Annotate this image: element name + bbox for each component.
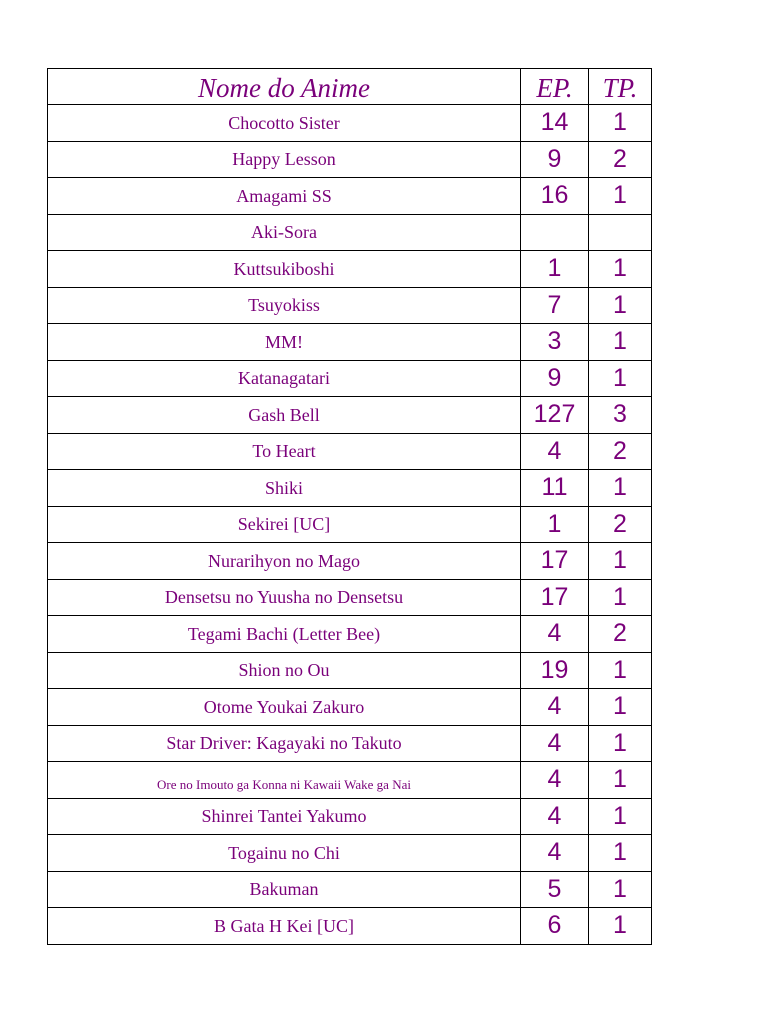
header-anime-name: Nome do Anime xyxy=(48,69,521,105)
header-tp: TP. xyxy=(589,69,652,105)
episode-count-cell: 1 xyxy=(521,506,589,543)
anime-name-cell: Tsuyokiss xyxy=(48,287,521,324)
anime-table xyxy=(47,68,652,945)
anime-name-cell: B Gata H Kei [UC] xyxy=(48,908,521,945)
tp-cell: 1 xyxy=(589,908,652,945)
tp-cell: 2 xyxy=(589,616,652,653)
episode-count-cell: 4 xyxy=(521,762,589,799)
anime-name-cell: Aki-Sora xyxy=(48,214,521,251)
tp-cell xyxy=(589,214,652,251)
table-row xyxy=(48,543,652,580)
episode-count-cell: 16 xyxy=(521,178,589,215)
tp-cell: 1 xyxy=(589,105,652,142)
anime-name-cell: Sekirei [UC] xyxy=(48,506,521,543)
table-row xyxy=(48,287,652,324)
header-episodes: EP. xyxy=(521,69,589,105)
table-row xyxy=(48,251,652,288)
anime-name-cell: Togainu no Chi xyxy=(48,835,521,872)
tp-cell: 1 xyxy=(589,725,652,762)
tp-cell: 1 xyxy=(589,360,652,397)
tp-cell: 2 xyxy=(589,141,652,178)
table-row xyxy=(48,506,652,543)
anime-name-cell: To Heart xyxy=(48,433,521,470)
episode-count-cell: 9 xyxy=(521,141,589,178)
table-row xyxy=(48,725,652,762)
anime-name-cell: Ore no Imouto ga Konna ni Kawaii Wake ga Nai xyxy=(48,762,521,799)
anime-name-cell: Tegami Bachi (Letter Bee) xyxy=(48,616,521,653)
table-row xyxy=(48,689,652,726)
table-row xyxy=(48,324,652,361)
tp-cell: 1 xyxy=(589,287,652,324)
tp-cell: 1 xyxy=(589,470,652,507)
episode-count-cell: 17 xyxy=(521,579,589,616)
table-row xyxy=(48,616,652,653)
episode-count-cell: 127 xyxy=(521,397,589,434)
table-row xyxy=(48,178,652,215)
episode-count-cell: 19 xyxy=(521,652,589,689)
anime-name-cell: Shiki xyxy=(48,470,521,507)
anime-name-cell: Star Driver: Kagayaki no Takuto xyxy=(48,725,521,762)
episode-count-cell: 1 xyxy=(521,251,589,288)
anime-name-cell: Otome Youkai Zakuro xyxy=(48,689,521,726)
episode-count-cell: 14 xyxy=(521,105,589,142)
table-row xyxy=(48,835,652,872)
tp-cell: 2 xyxy=(589,433,652,470)
tp-cell: 1 xyxy=(589,871,652,908)
table-row xyxy=(48,141,652,178)
tp-cell: 2 xyxy=(589,506,652,543)
anime-name-cell: Amagami SS xyxy=(48,178,521,215)
table-row xyxy=(48,579,652,616)
tp-cell: 1 xyxy=(589,324,652,361)
episode-count-cell: 4 xyxy=(521,616,589,653)
anime-name-cell: Shinrei Tantei Yakumo xyxy=(48,798,521,835)
episode-count-cell: 5 xyxy=(521,871,589,908)
anime-name-cell: Happy Lesson xyxy=(48,141,521,178)
episode-count-cell: 4 xyxy=(521,433,589,470)
tp-cell: 1 xyxy=(589,689,652,726)
anime-name-cell: Bakuman xyxy=(48,871,521,908)
tp-cell: 1 xyxy=(589,178,652,215)
table-row xyxy=(48,214,652,251)
tp-cell: 1 xyxy=(589,798,652,835)
episode-count-cell: 7 xyxy=(521,287,589,324)
table-row xyxy=(48,908,652,945)
anime-name-cell: Densetsu no Yuusha no Densetsu xyxy=(48,579,521,616)
tp-cell: 1 xyxy=(589,762,652,799)
table-row xyxy=(48,798,652,835)
table-row xyxy=(48,762,652,799)
episode-count-cell: 4 xyxy=(521,798,589,835)
table-row xyxy=(48,105,652,142)
tp-cell: 1 xyxy=(589,835,652,872)
tp-cell: 1 xyxy=(589,579,652,616)
anime-name-cell: Katanagatari xyxy=(48,360,521,397)
anime-name-cell: Kuttsukiboshi xyxy=(48,251,521,288)
tp-cell: 1 xyxy=(589,652,652,689)
table-row xyxy=(48,871,652,908)
tp-cell: 1 xyxy=(589,543,652,580)
header-row xyxy=(48,69,652,105)
anime-name-cell: Nurarihyon no Mago xyxy=(48,543,521,580)
tp-cell: 3 xyxy=(589,397,652,434)
episode-count-cell xyxy=(521,214,589,251)
anime-name-cell: MM! xyxy=(48,324,521,361)
episode-count-cell: 17 xyxy=(521,543,589,580)
table-row xyxy=(48,652,652,689)
table-row xyxy=(48,360,652,397)
episode-count-cell: 3 xyxy=(521,324,589,361)
table-row xyxy=(48,470,652,507)
episode-count-cell: 9 xyxy=(521,360,589,397)
anime-name-cell: Gash Bell xyxy=(48,397,521,434)
episode-count-cell: 6 xyxy=(521,908,589,945)
anime-name-cell: Shion no Ou xyxy=(48,652,521,689)
anime-name-cell: Chocotto Sister xyxy=(48,105,521,142)
episode-count-cell: 11 xyxy=(521,470,589,507)
table-row xyxy=(48,397,652,434)
episode-count-cell: 4 xyxy=(521,835,589,872)
table-row xyxy=(48,433,652,470)
episode-count-cell: 4 xyxy=(521,689,589,726)
episode-count-cell: 4 xyxy=(521,725,589,762)
tp-cell: 1 xyxy=(589,251,652,288)
